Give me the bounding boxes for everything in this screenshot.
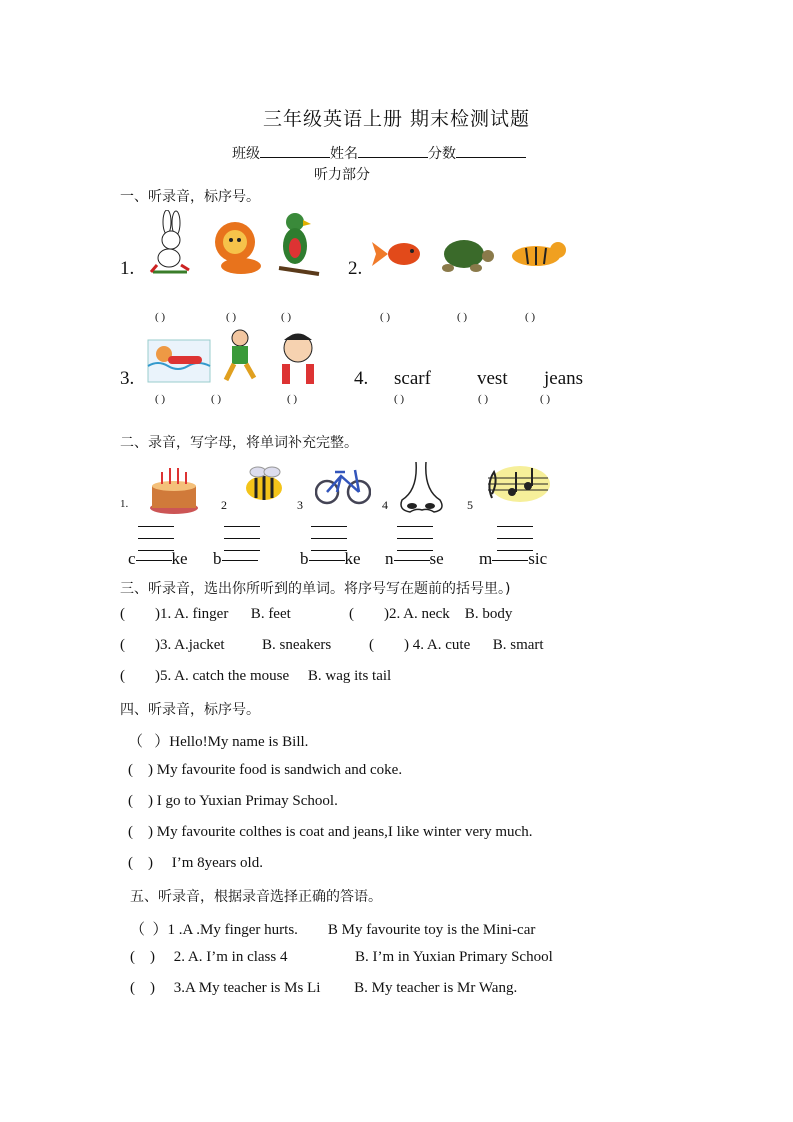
tiger-illustration: [506, 236, 568, 274]
fill-item-number: 2: [221, 498, 227, 512]
lion-illustration: [207, 220, 267, 276]
question-line: ( )1. A. finger B. feet: [120, 606, 291, 622]
fill-item-number: 5: [467, 498, 473, 512]
section4-heading: 四、听录音，标序号。: [120, 702, 260, 718]
parrot-illustration: [275, 208, 323, 276]
music-notes-illustration: [484, 464, 552, 504]
answer-paren[interactable]: ( ): [155, 393, 166, 405]
swimmer-illustration: [146, 336, 212, 386]
answer-paren[interactable]: ( ): [540, 393, 551, 405]
class-label: 班级: [232, 146, 260, 162]
nose-illustration: [396, 460, 446, 518]
response-line: （ ）1 .A .My finger hurts. B My favourite toy is the Mini-car: [130, 922, 536, 938]
answer-paren[interactable]: ( ): [394, 393, 405, 405]
answer-paren[interactable]: ( ): [478, 393, 489, 405]
section2-heading: 二、录音，写字母，将单词补充完整。: [120, 435, 358, 451]
response-line: ( ) 3.A My teacher is Ms Li B. My teacher is Mr Wang.: [130, 980, 518, 996]
answer-paren[interactable]: ( ): [155, 311, 166, 323]
name-label: 姓名: [330, 146, 358, 162]
class-blank: [260, 144, 330, 158]
question-line: ( )3. A.jacket B. sneakers: [120, 637, 332, 653]
item-number-4: 4.: [354, 368, 369, 389]
fill-item-number: 3: [297, 498, 303, 512]
answer-paren[interactable]: ( ): [525, 311, 536, 323]
answer-paren[interactable]: ( ): [457, 311, 468, 323]
word-scarf: scarf: [394, 368, 431, 389]
bike-illustration: [315, 464, 371, 506]
letter-blank[interactable]: [309, 560, 345, 561]
response-line: ( ) 2. A. I’m in class 4 B. I’m in Yuxian Primary School: [130, 949, 553, 965]
fill-word-nose: n se: [385, 549, 444, 568]
question-line: ( )2. A. neck B. body: [349, 606, 513, 622]
section5-heading: 五、听录音，根据录音选择正确的答语。: [130, 889, 382, 905]
letter-blank[interactable]: [492, 560, 528, 561]
goldfish-illustration: [370, 236, 428, 274]
letter-blank[interactable]: [136, 560, 172, 561]
question-line: ( ) 4. A. cute B. smart: [369, 637, 544, 653]
student-info-line: [232, 143, 526, 163]
crying-boy-illustration: [274, 330, 322, 386]
score-blank: [456, 144, 526, 158]
item-number-2: 2.: [348, 258, 363, 279]
sentence-line: ( ) I’m 8years old.: [128, 855, 263, 871]
item-number-1: 1.: [120, 258, 135, 279]
answer-paren[interactable]: ( ): [226, 311, 237, 323]
sentence-line: ( ) My favourite food is sandwich and coke.: [128, 762, 403, 778]
score-label: 分数: [428, 146, 456, 162]
letter-blank[interactable]: [394, 560, 430, 561]
word-jeans: jeans: [544, 368, 584, 389]
fill-word-music: m sic: [479, 549, 548, 568]
section1-heading: 一、听录音，标序号。: [120, 189, 260, 205]
question-line: ( )5. A. catch the mouse B. wag its tail: [120, 668, 392, 684]
fill-word-cake: c ke: [128, 549, 188, 568]
answer-paren[interactable]: ( ): [211, 393, 222, 405]
sentence-line: （ ）Hello!My name is Bill.: [128, 734, 309, 750]
fill-item-number: 4: [382, 498, 388, 512]
fill-word-bee: b: [213, 549, 258, 569]
rabbit-illustration: [143, 210, 195, 276]
word-vest: vest: [477, 368, 508, 389]
item-number-3: 3.: [120, 368, 135, 389]
answer-paren[interactable]: ( ): [380, 311, 391, 323]
sentence-line: ( ) My favourite colthes is coat and jeans,I like winter very much.: [128, 824, 533, 840]
fill-item-number: 1.: [120, 498, 129, 510]
name-blank: [358, 144, 428, 158]
cake-illustration: [142, 462, 206, 518]
listening-label: 听力部分: [314, 167, 370, 183]
letter-blank[interactable]: [222, 560, 258, 561]
running-boy-illustration: [218, 328, 262, 386]
sentence-line: ( ) I go to Yuxian Primay School.: [128, 793, 338, 809]
answer-paren[interactable]: ( ): [287, 393, 298, 405]
bee-illustration: [236, 464, 292, 504]
fill-word-bike: b ke: [300, 549, 361, 568]
answer-paren[interactable]: ( ): [281, 311, 292, 323]
section3-heading: 三、听录音，选出你所听到的单词。将序号写在题前的括号里。): [120, 581, 511, 597]
page-title: 三年级英语上册 期末检测试题: [262, 108, 531, 130]
turtle-illustration: [436, 234, 496, 274]
